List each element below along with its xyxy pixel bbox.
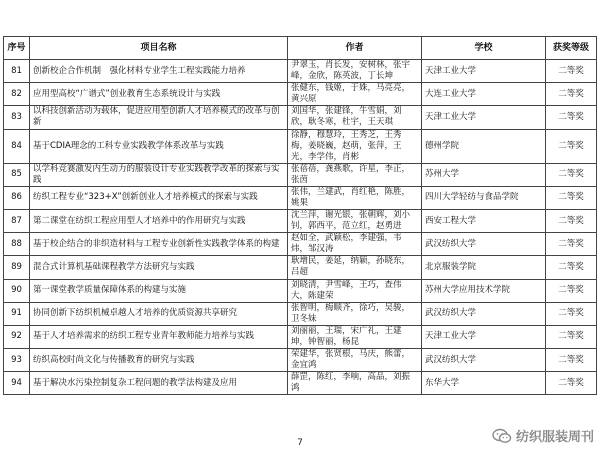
cell-number: 94 — [4, 372, 30, 395]
table-row — [4, 60, 597, 83]
cell-award: 二等奖 — [546, 302, 597, 325]
cell-school: 西安工程大学 — [422, 209, 546, 232]
cell-authors: 赵如全，武颖松，李建强，韦炜，邹汉涛 — [288, 233, 422, 256]
cell-award: 二等奖 — [546, 325, 597, 348]
cell-project-name: 以学科竞赛激发内生动力的服装设计专业实践教学改革的探索与实践 — [30, 163, 288, 186]
cell-award: 二等奖 — [546, 129, 597, 163]
cell-award: 二等奖 — [546, 60, 597, 83]
cell-school: 天津工业大学 — [422, 106, 546, 129]
header-school: 学校 — [422, 37, 546, 60]
cell-number: 85 — [4, 163, 30, 186]
cell-authors: 耿增民，姜延，纳颖，孙晓东，吕超 — [288, 256, 422, 279]
cell-project-name: 基于人才培养需求的纺织工程专业青年教师能力培养与实践 — [30, 325, 288, 348]
cell-authors: 沈兰萍，谢光银，张朝辉，刘小钊，郭西平，范立红，赵勇进 — [288, 209, 422, 232]
cell-award: 二等奖 — [546, 279, 597, 302]
cell-number: 90 — [4, 279, 30, 302]
cell-project-name: 基于校企结合的非织造材料与工程专业创新性实践教学体系的构建 — [30, 233, 288, 256]
cell-award: 二等奖 — [546, 349, 597, 372]
cell-number: 91 — [4, 302, 30, 325]
cell-award: 二等奖 — [546, 256, 597, 279]
cell-authors: 徐静，穆慧玲，王秀芝，王秀梅，姜晓巍，赵萌，张萍，王光，李学伟，肖彬 — [288, 129, 422, 163]
cell-project-name: 协同创新下纺织机械卓越人才培养的优质资源共享研究 — [30, 302, 288, 325]
cell-school: 东华大学 — [422, 372, 546, 395]
cell-number: 92 — [4, 325, 30, 348]
cell-school: 武汉纺织大学 — [422, 302, 546, 325]
cell-authors: 刘丽丽，王瑞，宋广礼，王建坤，钟智丽，杨昆 — [288, 325, 422, 348]
table-row — [4, 106, 597, 129]
table-body — [4, 60, 597, 395]
cell-award: 二等奖 — [546, 186, 597, 209]
watermark — [492, 426, 594, 445]
cell-authors: 尹翠玉，肖长发，安树林，张宇峰，金欣，陈英波，丁长坤 — [288, 60, 422, 83]
cell-number: 89 — [4, 256, 30, 279]
cell-school: 苏州大学应用技术学院 — [422, 279, 546, 302]
cell-school: 天津工业大学 — [422, 325, 546, 348]
cell-award: 二等奖 — [546, 233, 597, 256]
table-row — [4, 256, 597, 279]
cell-number: 81 — [4, 60, 30, 83]
header-award-level: 获奖等级 — [546, 37, 597, 60]
cell-authors: 薛罡，陈红，李响，高品，刘振鸿 — [288, 372, 422, 395]
cell-school: 武汉纺织大学 — [422, 233, 546, 256]
table-row — [4, 129, 597, 163]
cell-authors: 刘晓清，尹雪峰，王巧，查伟大，陈建荣 — [288, 279, 422, 302]
cell-school: 四川大学轻纺与食品学院 — [422, 186, 546, 209]
table-row — [4, 186, 597, 209]
cell-number: 84 — [4, 129, 30, 163]
header-number: 序号 — [4, 37, 30, 60]
cell-authors: 刘国华，张建锋，牛雪娟，刘欣，耿冬寒，杜宇，王天琪 — [288, 106, 422, 129]
table-row — [4, 325, 597, 348]
cell-number: 87 — [4, 209, 30, 232]
table-row — [4, 163, 597, 186]
cell-award: 二等奖 — [546, 106, 597, 129]
cell-school: 武汉纺织大学 — [422, 349, 546, 372]
table-row — [4, 349, 597, 372]
cell-school: 大连工业大学 — [422, 83, 546, 106]
cell-number: 83 — [4, 106, 30, 129]
cell-award: 二等奖 — [546, 83, 597, 106]
table-row — [4, 302, 597, 325]
table-row — [4, 83, 597, 106]
cell-project-name: 第二课堂在纺织工程应用型人才培养中的作用研究与实践 — [30, 209, 288, 232]
table-header-row — [4, 37, 597, 60]
cell-number: 88 — [4, 233, 30, 256]
cell-award: 二等奖 — [546, 163, 597, 186]
header-project-name: 项目名称 — [30, 37, 288, 60]
table-row — [4, 372, 597, 395]
cell-school: 德州学院 — [422, 129, 546, 163]
cell-authors: 张蓓蓓，龚燕歌，许星，李正，张茵 — [288, 163, 422, 186]
cell-project-name: 创新校企合作机制 强化材料专业学生工程实践能力培养 — [30, 60, 288, 83]
cell-project-name: 第一课堂教学质量保障体系的构建与实施 — [30, 279, 288, 302]
cell-authors: 张伟，兰建武，肖红艳，陈胜，姚果 — [288, 186, 422, 209]
cell-project-name: 纺织高校时尚文化与传播教育的研究与实践 — [30, 349, 288, 372]
cell-number: 82 — [4, 83, 30, 106]
wechat-icon — [492, 428, 512, 444]
cell-project-name: 混合式计算机基础课程教学方法研究与实践 — [30, 256, 288, 279]
header-authors: 作者 — [288, 37, 422, 60]
awards-table — [3, 36, 597, 395]
cell-project-name: 应用型高校“广谱式”创业教育生态系统设计与实践 — [30, 83, 288, 106]
cell-award: 二等奖 — [546, 209, 597, 232]
cell-number: 93 — [4, 349, 30, 372]
cell-school: 北京服装学院 — [422, 256, 546, 279]
cell-school: 天津工业大学 — [422, 60, 546, 83]
table-row — [4, 279, 597, 302]
watermark-text: 纺织服装周刊 — [515, 430, 594, 445]
cell-number: 86 — [4, 186, 30, 209]
cell-authors: 张健东，钱姬，于姝，马亮亮，黄兴原 — [288, 83, 422, 106]
cell-authors: 张智明，梅顺齐，徐巧，吴骏，卫冬妹 — [288, 302, 422, 325]
cell-project-name: 基于CDIA理念的工科专业实践教学体系改革与实践 — [30, 129, 288, 163]
cell-project-name: 以科技创新活动为载体，促进应用型创新人才培养模式的改革与创新 — [30, 106, 288, 129]
table-row — [4, 233, 597, 256]
cell-school: 苏州大学 — [422, 163, 546, 186]
page-number: 7 — [297, 438, 303, 448]
cell-authors: 荣建华，张贤根，马庆，熊蕾，金宜鸿 — [288, 349, 422, 372]
cell-project-name: 基于解决水污染控制复杂工程问题的教学法构建及应用 — [30, 372, 288, 395]
cell-project-name: 纺织工程专业“323+X”创新创业人才培养模式的探索与实践 — [30, 186, 288, 209]
cell-award: 二等奖 — [546, 372, 597, 395]
table-row — [4, 209, 597, 232]
